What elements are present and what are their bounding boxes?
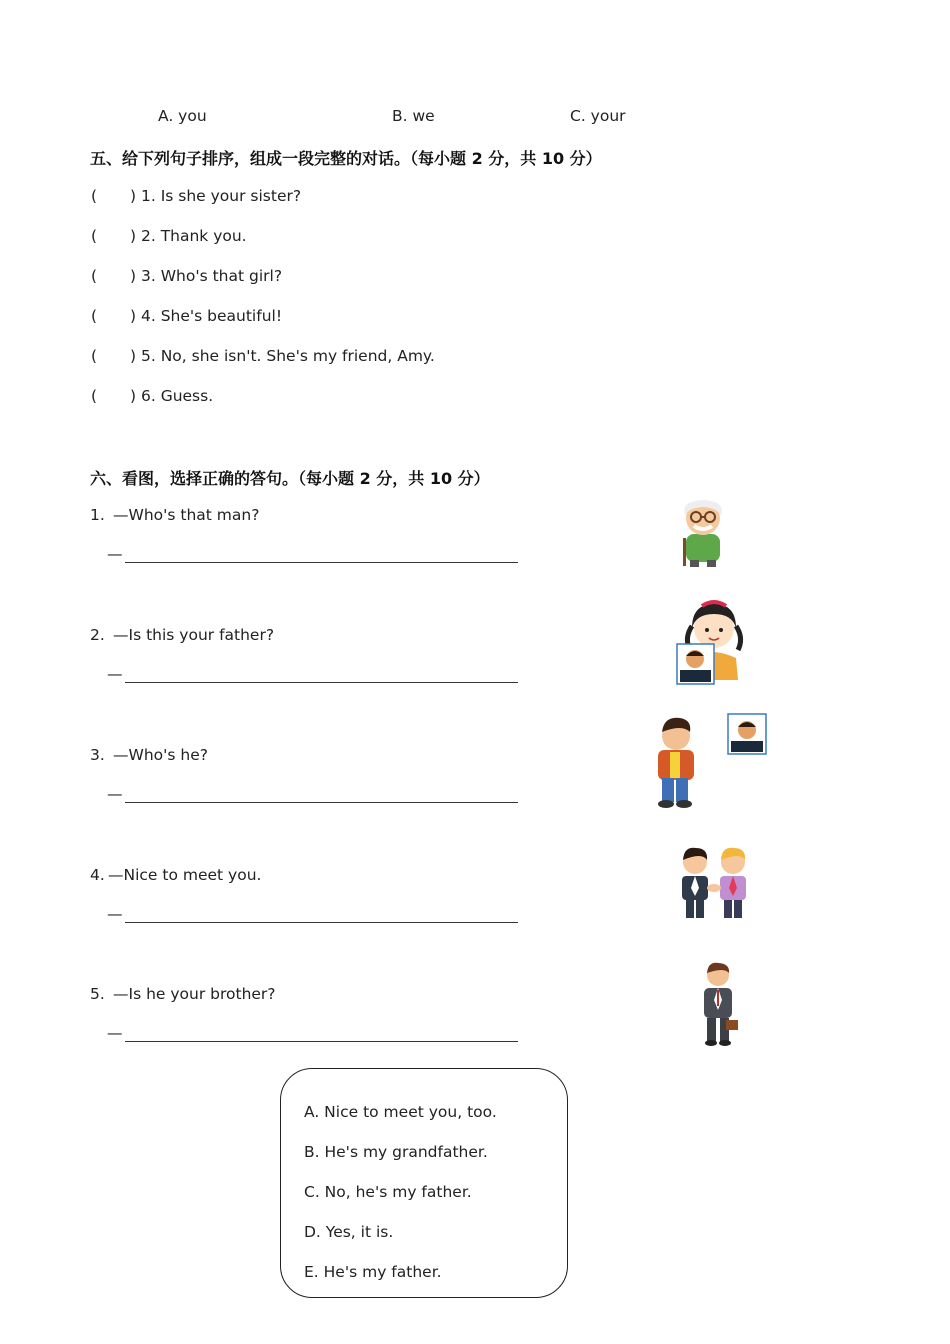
- answer-line[interactable]: [125, 922, 518, 923]
- answer-paren[interactable]: (: [91, 387, 98, 405]
- answer-paren[interactable]: (: [91, 227, 98, 245]
- question-text: —Who's he?: [113, 746, 208, 764]
- answer-dash: —: [107, 665, 123, 683]
- question-number: 1.: [90, 506, 105, 524]
- answer-paren[interactable]: (: [91, 307, 98, 325]
- answer-paren[interactable]: (: [91, 267, 98, 285]
- sentence-text: ) 6. Guess.: [130, 387, 214, 405]
- question-number: 5.: [90, 985, 105, 1003]
- sentence-text: ) 1. Is she your sister?: [130, 187, 302, 205]
- answer-option: C. No, he's my father.: [304, 1183, 472, 1201]
- section6-heading: 六、看图，选择正确的答句。（每小题 2 分，共 10 分）: [90, 469, 490, 488]
- question-number: 2.: [90, 626, 105, 644]
- option-c: C. your: [570, 107, 626, 125]
- answer-dash: —: [107, 905, 123, 923]
- answer-line[interactable]: [125, 562, 518, 563]
- answer-options-box: [280, 1068, 568, 1298]
- answer-option: E. He's my father.: [304, 1263, 442, 1281]
- sentence-text: ) 3. Who's that girl?: [130, 267, 283, 285]
- boy-and-photo-picture: [652, 712, 774, 810]
- businessman-picture: [694, 960, 744, 1046]
- answer-line[interactable]: [125, 682, 518, 683]
- sentence-text: ) 2. Thank you.: [130, 227, 247, 245]
- question-text: —Who's that man?: [113, 506, 260, 524]
- grandfather-picture: [668, 496, 738, 568]
- option-a: A. you: [158, 107, 207, 125]
- answer-option: D. Yes, it is.: [304, 1223, 394, 1241]
- answer-dash: —: [107, 785, 123, 803]
- answer-dash: —: [107, 1024, 123, 1042]
- answer-line[interactable]: [125, 1041, 518, 1042]
- sentence-text: ) 4. She's beautiful!: [130, 307, 283, 325]
- option-b: B. we: [392, 107, 435, 125]
- answer-dash: —: [107, 545, 123, 563]
- question-text: —Is this your father?: [113, 626, 275, 644]
- answer-paren[interactable]: (: [91, 187, 98, 205]
- answer-line[interactable]: [125, 802, 518, 803]
- question-number: 4.: [90, 866, 105, 884]
- section5-heading: 五、给下列句子排序，组成一段完整的对话。（每小题 2 分，共 10 分）: [90, 149, 602, 168]
- question-text: —Is he your brother?: [113, 985, 276, 1003]
- sentence-text: ) 5. No, she isn't. She's my friend, Amy.: [130, 347, 435, 365]
- answer-paren[interactable]: (: [91, 347, 98, 365]
- question-text: —Nice to meet you.: [108, 866, 262, 884]
- handshake-picture: [674, 846, 756, 920]
- answer-option: B. He's my grandfather.: [304, 1143, 488, 1161]
- girl-with-photo-picture: [672, 598, 750, 686]
- question-number: 3.: [90, 746, 105, 764]
- answer-option: A. Nice to meet you, too.: [304, 1103, 497, 1121]
